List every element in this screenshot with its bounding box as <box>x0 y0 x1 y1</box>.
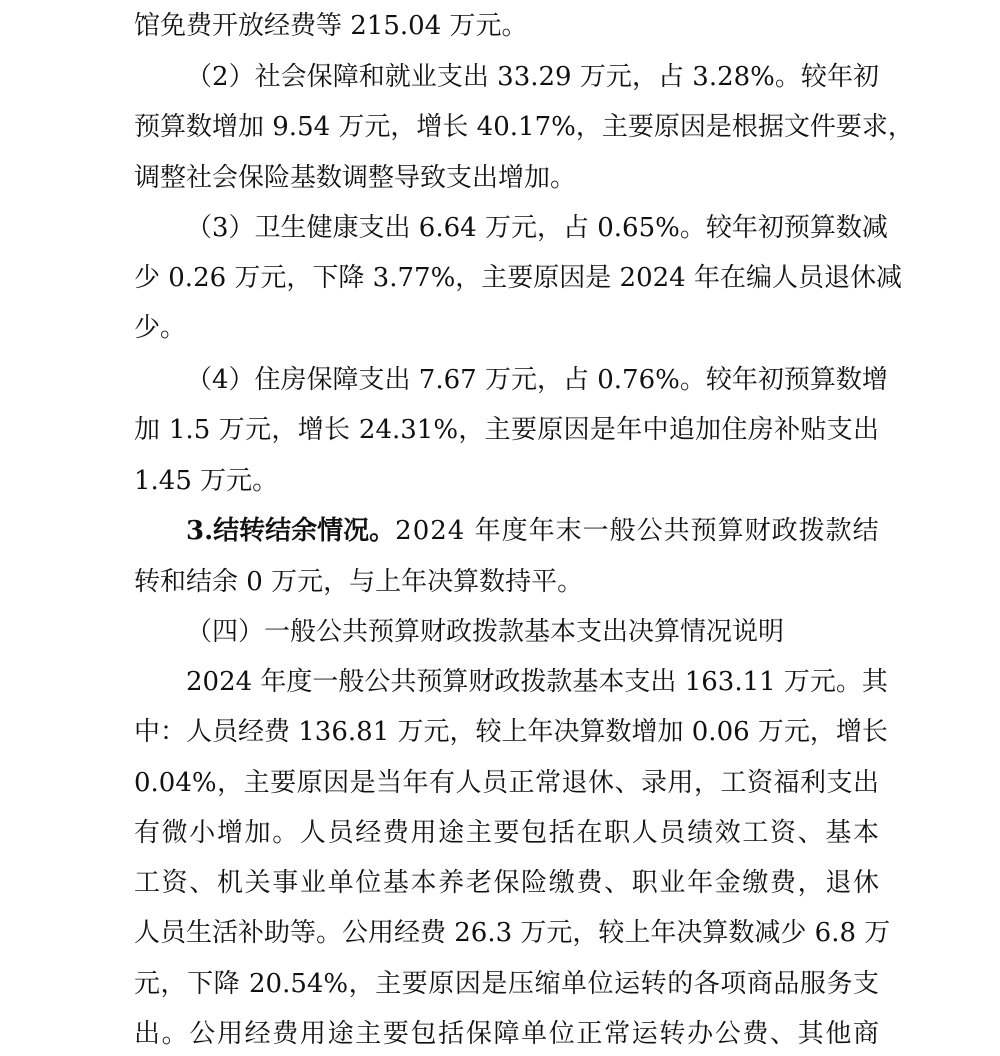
paragraph-line: 预算数增加 9.54 万元，增长 40.17%，主要原因是根据文件要求， <box>134 112 914 142</box>
paragraph-line: （2）社会保障和就业支出 33.29 万元，占 3.28%。较年初 <box>186 62 879 92</box>
section-title: （四）一般公共预算财政拨款基本支出决算情况说明 <box>186 617 785 647</box>
paragraph-line <box>186 511 879 551</box>
paragraph-line: （4）住房保障支出 7.67 万元，占 0.76%。较年初预算数增 <box>186 365 888 395</box>
paragraph-line: 少 0.26 万元，下降 3.77%，主要原因是 2024 年在编人员退休减 <box>134 263 902 293</box>
paragraph-line: 元，下降 20.54%，主要原因是压缩单位运转的各项商品服务支 <box>134 969 879 999</box>
paragraph-line: 调整社会保险基数调整导致支出增加。 <box>134 163 577 193</box>
paragraph-line: 工资、机关事业单位基本养老保险缴费、职业年金缴费，退休 <box>134 868 879 898</box>
paragraph-line: 1.45 万元。 <box>134 466 279 496</box>
paragraph-line: 中：人员经费 136.81 万元，较上年决算数增加 0.06 万元，增长 <box>134 717 888 747</box>
paragraph-line: 人员生活补助等。公用经费 26.3 万元，较上年决算数减少 6.8 万 <box>134 918 891 948</box>
paragraph-line: 有微小增加。人员经费用途主要包括在职人员绩效工资、基本 <box>134 818 879 848</box>
paragraph-line: 少。 <box>134 313 187 343</box>
heading-continuation: 2024 年度年末一般公共预算财政拨款结 <box>395 516 880 546</box>
paragraph-line: （3）卫生健康支出 6.64 万元，占 0.65%。较年初预算数减 <box>186 213 888 243</box>
paragraph-line: 出。公用经费用途主要包括保障单位正常运转办公费、其他商 <box>134 1019 879 1049</box>
paragraph-line: 2024 年度一般公共预算财政拨款基本支出 163.11 万元。其 <box>186 667 888 697</box>
paragraph-line: 加 1.5 万元，增长 24.31%，主要原因是年中追加住房补贴支出 <box>134 415 879 445</box>
paragraph-line: 转和结余 0 万元，与上年决算数持平。 <box>134 567 584 597</box>
paragraph-line: 0.04%，主要原因是当年有人员正常退休、录用，工资福利支出 <box>134 768 879 798</box>
paragraph-line: 馆免费开放经费等 215.04 万元。 <box>134 11 528 41</box>
section-heading: 3.结转结余情况。 <box>186 516 396 546</box>
